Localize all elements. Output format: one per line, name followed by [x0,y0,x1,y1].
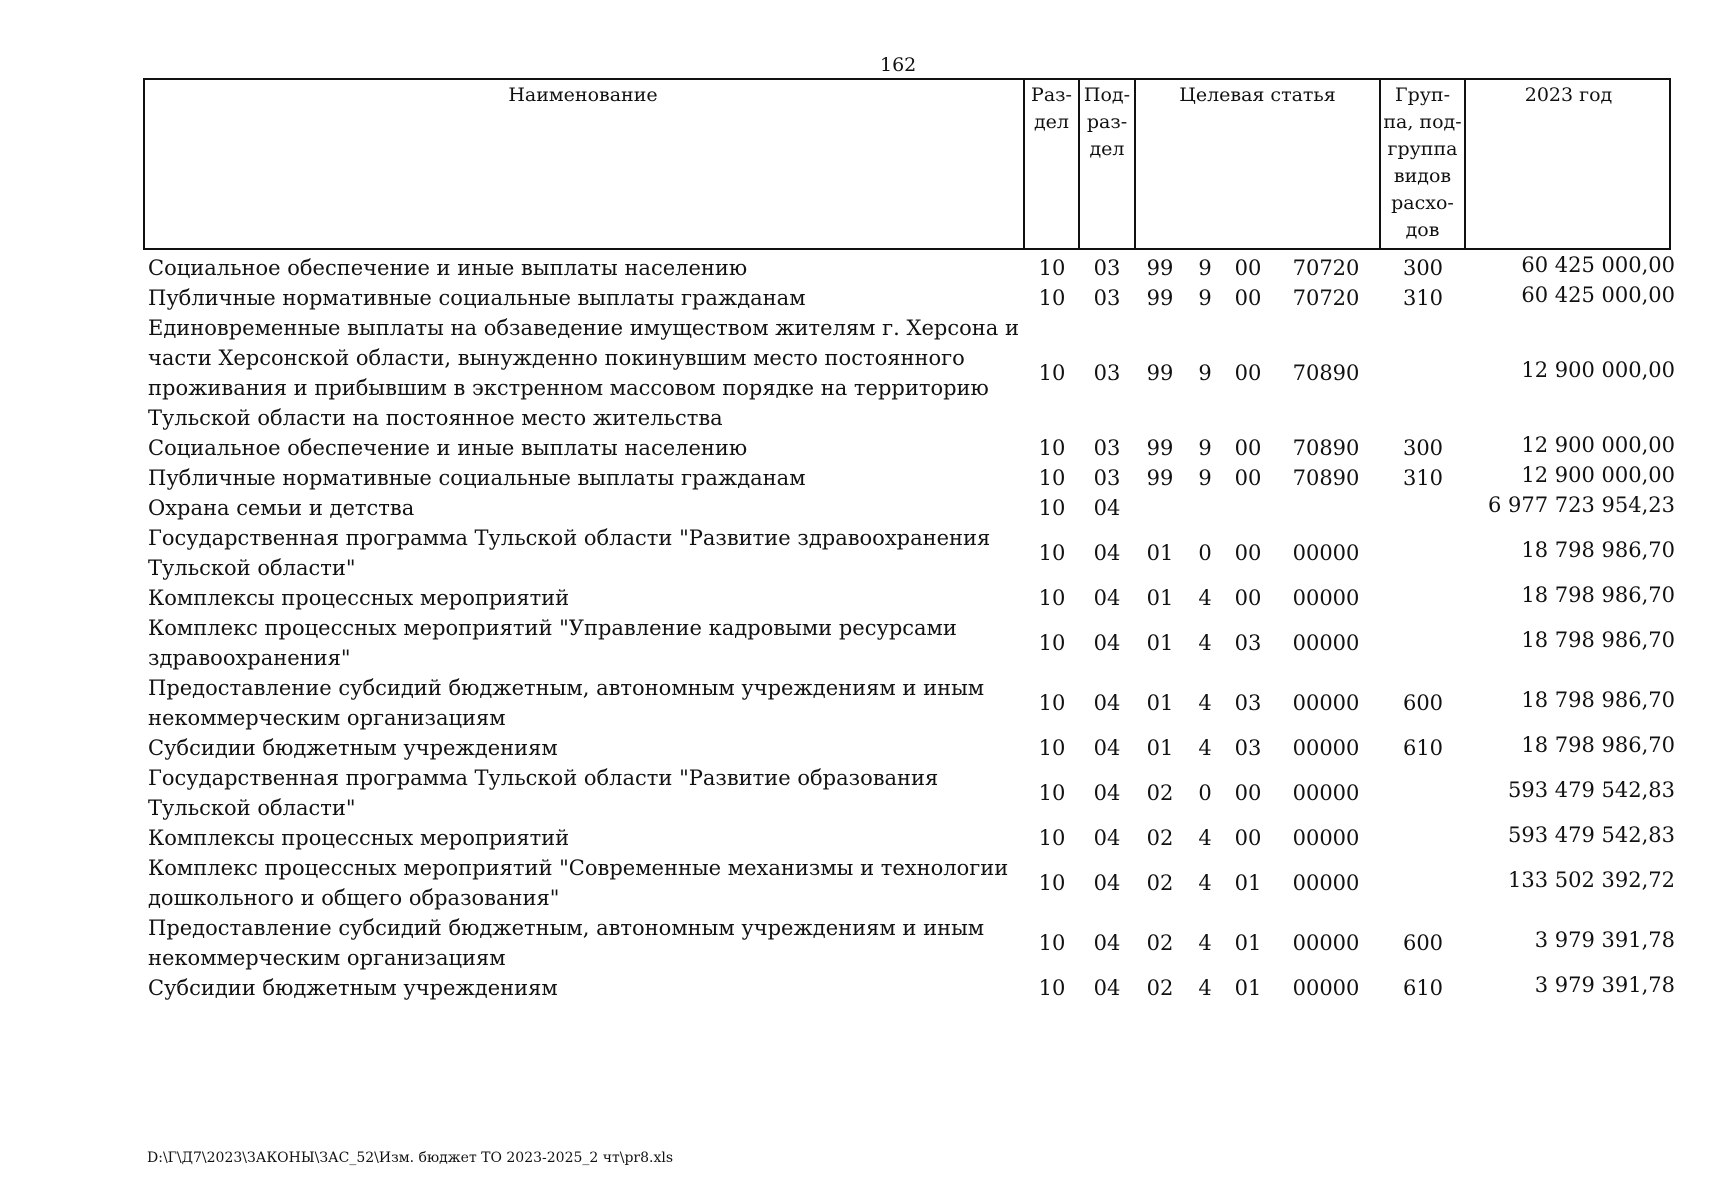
cell-podrazdel: 03 [1093,466,1121,490]
cell-target-program: 01 [1146,541,1174,565]
cell-target-group: 00 [1234,541,1262,565]
cell-podrazdel: 04 [1093,781,1121,805]
cell-target-group: 03 [1234,736,1262,760]
cell-amount-2023: 60 425 000,00 [1521,283,1675,307]
cell-target-group: 00 [1234,436,1262,460]
cell-target-group: 00 [1234,361,1262,385]
cell-target-direction: 00000 [1292,871,1360,895]
cell-target-direction: 00000 [1292,826,1360,850]
cell-podrazdel: 03 [1093,361,1121,385]
cell-target-group: 01 [1234,871,1262,895]
cell-amount-2023: 18 798 986,70 [1521,628,1675,652]
cell-razdel: 10 [1038,826,1066,850]
cell-amount-2023: 3 979 391,78 [1534,973,1675,997]
table-row [0,253,1729,283]
cell-target-program: 99 [1146,466,1174,490]
header-target-article: Целевая статья [1179,84,1336,106]
cell-razdel: 10 [1038,736,1066,760]
cell-target-direction: 70890 [1292,361,1360,385]
cell-target-program: 02 [1146,931,1174,955]
table-row [0,823,1729,853]
cell-target-direction: 70720 [1292,286,1360,310]
cell-target-direction: 00000 [1292,976,1360,1000]
cell-amount-2023: 133 502 392,72 [1508,868,1675,892]
cell-target-program: 99 [1146,256,1174,280]
cell-target-direction: 00000 [1292,691,1360,715]
table-row [0,913,1729,973]
table-row [0,463,1729,493]
cell-target-subprogram: 4 [1198,931,1212,955]
cell-podrazdel: 04 [1093,976,1121,1000]
cell-target-group: 00 [1234,586,1262,610]
row-name: Единовременные выплаты на обзаведение имуществом жителям г. Херсона и части Херсонской области, вынужденно покинувшим место постоянного проживания и прибывшим в экстренном массовом порядке на территорию Тульской области на постоянное место жительства [148,316,1019,430]
cell-target-program: 02 [1146,781,1174,805]
cell-razdel: 10 [1038,691,1066,715]
row-name: Предоставление субсидий бюджетным, автономным учреждениям и иным некоммерческим организациям [148,676,985,730]
cell-target-subprogram: 9 [1198,286,1212,310]
header-podrazdel: Под- раз- дел [1083,84,1131,160]
cell-amount-2023: 593 479 542,83 [1508,823,1675,847]
cell-razdel: 10 [1038,931,1066,955]
cell-podrazdel: 04 [1093,691,1121,715]
cell-expense-group: 610 [1402,976,1444,1000]
table-row [0,493,1729,523]
cell-target-direction: 70890 [1292,436,1360,460]
row-name: Социальное обеспечение и иные выплаты населению [148,436,748,460]
cell-target-subprogram: 4 [1198,826,1212,850]
cell-amount-2023: 12 900 000,00 [1521,463,1675,487]
row-name: Государственная программа Тульской области "Развитие здравоохранения Тульской области" [148,526,991,580]
table-row [0,433,1729,463]
cell-target-program: 99 [1146,436,1174,460]
cell-podrazdel: 04 [1093,541,1121,565]
table-row [0,523,1729,583]
row-name: Субсидии бюджетным учреждениям [148,976,558,1000]
table-row [0,313,1729,433]
cell-podrazdel: 03 [1093,286,1121,310]
row-name: Субсидии бюджетным учреждениям [148,736,558,760]
cell-target-direction: 70720 [1292,256,1360,280]
cell-target-subprogram: 4 [1198,736,1212,760]
cell-target-group: 03 [1234,631,1262,655]
cell-expense-group: 610 [1402,736,1444,760]
cell-target-program: 99 [1146,361,1174,385]
cell-target-group: 00 [1234,286,1262,310]
cell-target-program: 02 [1146,976,1174,1000]
row-name: Охрана семьи и детства [148,496,415,520]
cell-target-group: 00 [1234,466,1262,490]
table-row [0,763,1729,823]
cell-expense-group: 300 [1402,436,1444,460]
cell-podrazdel: 03 [1093,436,1121,460]
cell-target-direction: 00000 [1292,781,1360,805]
cell-target-program: 99 [1146,286,1174,310]
table-row [0,853,1729,913]
cell-target-group: 00 [1234,781,1262,805]
cell-target-direction: 00000 [1292,586,1360,610]
cell-podrazdel: 04 [1093,586,1121,610]
cell-target-group: 01 [1234,976,1262,1000]
row-name: Социальное обеспечение и иные выплаты населению [148,256,748,280]
row-name: Комплекс процессных мероприятий "Современные механизмы и технологии дошкольного и общего образования" [148,856,1009,910]
cell-target-program: 01 [1146,586,1174,610]
cell-razdel: 10 [1038,466,1066,490]
cell-amount-2023: 18 798 986,70 [1521,733,1675,757]
header-name: Наименование [508,84,658,106]
cell-podrazdel: 03 [1093,256,1121,280]
cell-razdel: 10 [1038,781,1066,805]
cell-expense-group: 600 [1402,931,1444,955]
cell-expense-group: 310 [1402,466,1444,490]
cell-target-subprogram: 4 [1198,691,1212,715]
cell-target-subprogram: 9 [1198,436,1212,460]
row-name: Государственная программа Тульской области "Развитие образования Тульской области" [148,766,939,820]
row-name: Комплекс процессных мероприятий "Управление кадровыми ресурсами здравоохранения" [148,616,957,670]
cell-podrazdel: 04 [1093,931,1121,955]
cell-razdel: 10 [1038,286,1066,310]
cell-target-program: 02 [1146,826,1174,850]
table-row [0,733,1729,763]
cell-target-subprogram: 4 [1198,631,1212,655]
cell-podrazdel: 04 [1093,871,1121,895]
cell-expense-group: 310 [1402,286,1444,310]
cell-razdel: 10 [1038,976,1066,1000]
cell-podrazdel: 04 [1093,496,1121,520]
cell-amount-2023: 12 900 000,00 [1521,358,1675,382]
cell-target-subprogram: 0 [1198,781,1212,805]
cell-amount-2023: 18 798 986,70 [1521,538,1675,562]
cell-target-group: 03 [1234,691,1262,715]
cell-target-subprogram: 9 [1198,256,1212,280]
cell-razdel: 10 [1038,496,1066,520]
cell-target-subprogram: 4 [1198,586,1212,610]
cell-podrazdel: 04 [1093,631,1121,655]
cell-target-subprogram: 0 [1198,541,1212,565]
cell-amount-2023: 18 798 986,70 [1521,583,1675,607]
cell-razdel: 10 [1038,361,1066,385]
cell-target-direction: 70890 [1292,466,1360,490]
cell-amount-2023: 18 798 986,70 [1521,688,1675,712]
cell-amount-2023: 593 479 542,83 [1508,778,1675,802]
cell-target-program: 02 [1146,871,1174,895]
cell-target-direction: 00000 [1292,631,1360,655]
cell-target-group: 00 [1234,826,1262,850]
cell-target-direction: 00000 [1292,541,1360,565]
page-number: 162 [880,54,917,76]
cell-amount-2023: 6 977 723 954,23 [1487,493,1675,517]
cell-amount-2023: 60 425 000,00 [1521,253,1675,277]
cell-expense-group: 300 [1402,256,1444,280]
cell-podrazdel: 04 [1093,736,1121,760]
table-row [0,673,1729,733]
cell-amount-2023: 3 979 391,78 [1534,928,1675,952]
cell-expense-group: 600 [1402,691,1444,715]
table-row [0,283,1729,313]
table-row [0,973,1729,1003]
cell-razdel: 10 [1038,541,1066,565]
cell-podrazdel: 04 [1093,826,1121,850]
cell-target-program: 01 [1146,691,1174,715]
cell-target-program: 01 [1146,736,1174,760]
cell-target-subprogram: 9 [1198,466,1212,490]
cell-target-group: 01 [1234,931,1262,955]
cell-razdel: 10 [1038,871,1066,895]
row-name: Публичные нормативные социальные выплаты гражданам [148,286,806,310]
cell-target-subprogram: 4 [1198,871,1212,895]
cell-target-group: 00 [1234,256,1262,280]
cell-razdel: 10 [1038,256,1066,280]
table-row [0,583,1729,613]
cell-razdel: 10 [1038,436,1066,460]
cell-amount-2023: 12 900 000,00 [1521,433,1675,457]
header-year: 2023 год [1524,84,1613,106]
header-razdel: Раз- дел [1031,84,1072,133]
table-row [0,613,1729,673]
cell-target-program: 01 [1146,631,1174,655]
row-name: Комплексы процессных мероприятий [148,826,570,850]
cell-target-subprogram: 9 [1198,361,1212,385]
row-name: Публичные нормативные социальные выплаты гражданам [148,466,806,490]
file-path-footer: D:\Г\Д7\2023\ЗАКОНЫ\ЗАС_52\Изм. бюджет ТО 2023-2025_2 чт\pr8.xls [147,1150,674,1166]
row-name: Предоставление субсидий бюджетным, автономным учреждениям и иным некоммерческим организациям [148,916,985,970]
cell-razdel: 10 [1038,631,1066,655]
cell-target-subprogram: 4 [1198,976,1212,1000]
cell-target-direction: 00000 [1292,736,1360,760]
header-expense-group: Груп- па, под- группа видов расхо- дов [1383,84,1462,241]
cell-razdel: 10 [1038,586,1066,610]
cell-target-direction: 00000 [1292,931,1360,955]
row-name: Комплексы процессных мероприятий [148,586,570,610]
